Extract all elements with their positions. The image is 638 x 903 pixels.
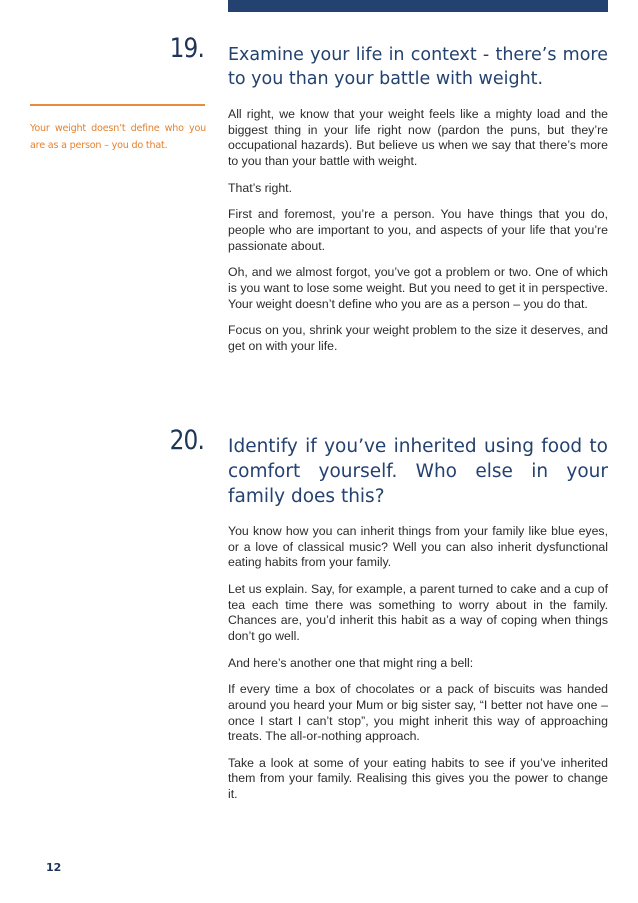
top-header-bar [228,0,608,12]
pull-quote: Your weight doesn’t define who you are as a person – you do that. [30,123,206,151]
page-number: 12 [46,861,62,874]
paragraph: Focus on you, shrink your weight problem to the size it deserves, and get on with your life. [228,323,608,353]
paragraph: That’s right. [228,180,293,195]
section-number-19: 19. [169,33,204,64]
paragraph: All right, we know that your weight feels like a mighty load and the biggest thing in your life right now (pardon the puns, but they’re occupational hazards). But believe us when we say that there’s more to you than your battle with weight. [228,107,608,168]
section-body-20 [228,524,608,814]
pull-quote-rule [30,104,205,106]
paragraph: And here’s another one that might ring a bell: [228,655,474,670]
paragraph: Oh, and we almost forgot, you’ve got a problem or two. One of which is you want to lose some weight. But you need to get it in perspective. Your weight doesn’t define who you are as a person – you do that. [228,265,608,311]
paragraph: First and foremost, you’re a person. You have things that you do, people who are important to you, and aspects of your life that you’re passionate about. [228,207,608,253]
paragraph: If every time a box of chocolates or a pack of biscuits was handed around you heard your Mum or big sister say, “I better not have one – once I start I can’t stop”, you might inherit this way of approaching treats. The all-or-nothing approach. [228,682,608,744]
paragraph: Take a look at some of your eating habits to see if you’ve inherited them from your family. Realising this gives you the power to change it. [228,755,608,802]
section-heading-19: Examine your life in context - there’s more to you than your battle with weight. [228,45,608,89]
paragraph: Let us explain. Say, for example, a parent turned to cake and a cup of tea each time there was something to worry about in the family. Chances are, you’d inherit this habit as a way of coping when things don’t go well. [228,581,608,643]
section-body-19 [228,107,608,366]
paragraph: You know how you can inherit things from your family like blue eyes, or a love of classical music? Well you can also inherit dysfunctional eating habits from your family. [228,524,608,570]
section-heading-20: Identify if you’ve inherited using food to comfort yourself. Who else in your family does this? [228,436,608,507]
section-number-20: 20. [169,425,204,456]
